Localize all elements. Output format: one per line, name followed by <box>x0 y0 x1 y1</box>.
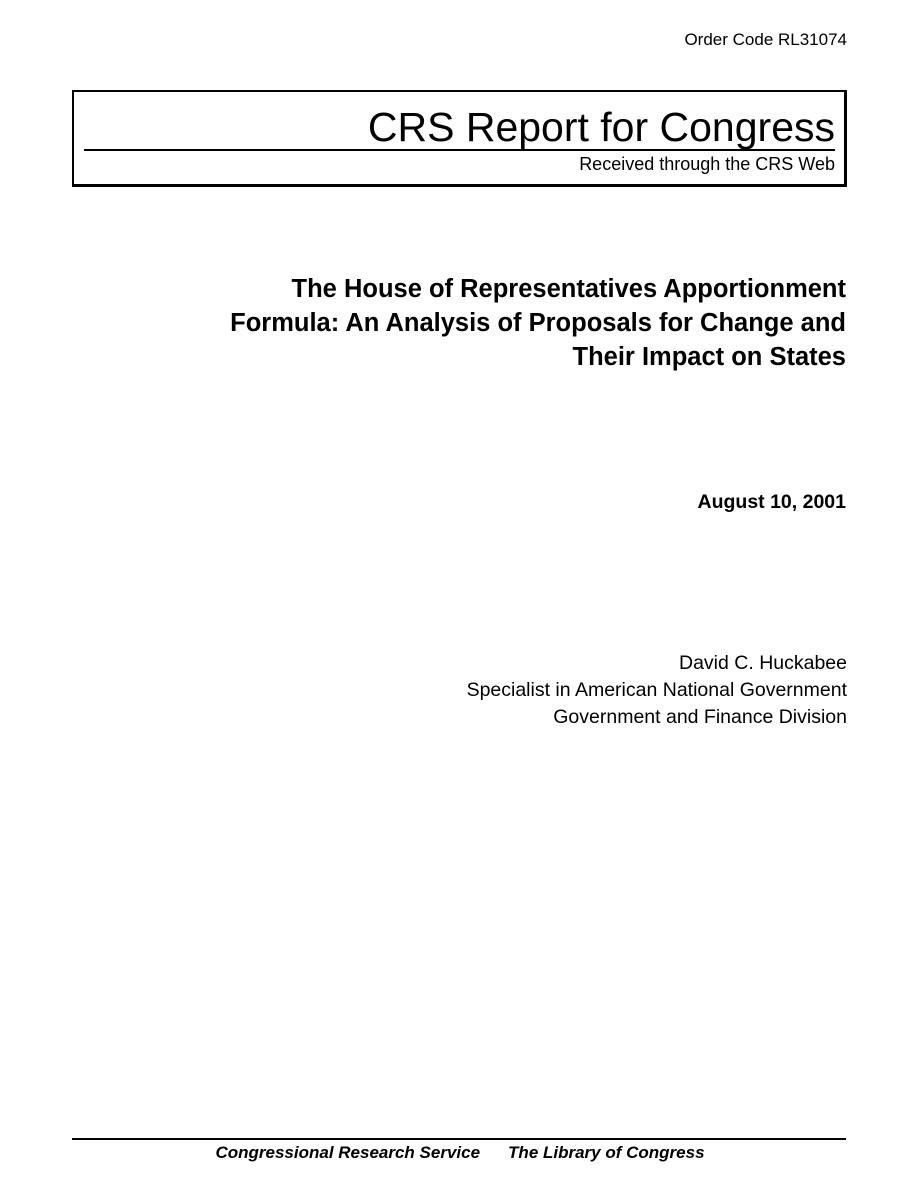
banner-subtitle: Received through the CRS Web <box>579 154 835 174</box>
footer-divider <box>72 1138 846 1140</box>
footer <box>0 1142 920 1164</box>
author-name: David C. Huckabee <box>679 652 847 674</box>
report-title <box>146 272 846 374</box>
banner-divider <box>84 149 835 151</box>
report-date: August 10, 2001 <box>697 491 846 513</box>
order-code: Order Code RL31074 <box>684 30 847 49</box>
report-title-line-1: The House of Representatives Apportionment <box>291 275 846 303</box>
footer-left: Congressional Research Service <box>215 1143 481 1162</box>
author-position: Specialist in American National Government <box>466 679 847 701</box>
author-block <box>467 650 847 731</box>
footer-right: The Library of Congress <box>508 1143 705 1162</box>
report-title-line-3: Their Impact on States <box>572 343 846 371</box>
report-banner <box>72 90 847 187</box>
report-title-line-2: Formula: An Analysis of Proposals for Change and <box>230 309 846 337</box>
author-division: Government and Finance Division <box>553 706 847 728</box>
banner-title: CRS Report for Congress <box>367 104 835 150</box>
